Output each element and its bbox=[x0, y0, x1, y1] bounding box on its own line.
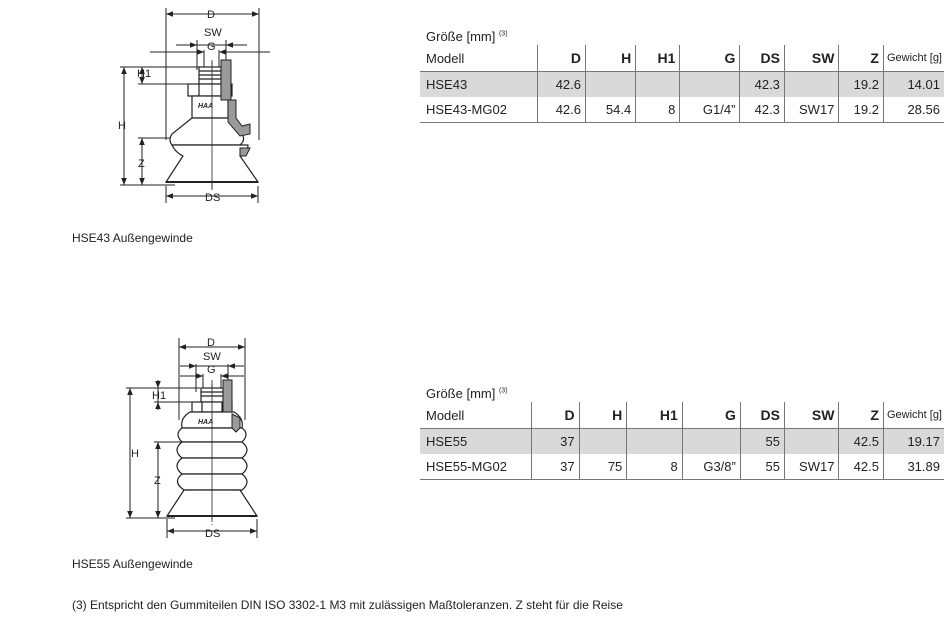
table-header-row bbox=[420, 402, 944, 429]
cell-model: HSE43 bbox=[420, 72, 537, 98]
col-ds: DS bbox=[740, 45, 784, 72]
cell-z: 42.5 bbox=[839, 429, 884, 455]
dim-label-g: G bbox=[207, 364, 216, 376]
size-label-cell bbox=[420, 381, 944, 402]
cell-g: G1/4” bbox=[680, 97, 740, 123]
col-sw: SW bbox=[784, 45, 839, 72]
cell-gewicht: 31.89 bbox=[883, 454, 944, 480]
table-row bbox=[420, 97, 944, 123]
cell-h1 bbox=[627, 429, 682, 455]
col-sw: SW bbox=[785, 402, 839, 429]
cell-h bbox=[586, 72, 636, 98]
brand-logo: HAA bbox=[198, 103, 214, 110]
cell-g bbox=[680, 72, 740, 98]
col-g: G bbox=[682, 402, 740, 429]
dim-label-d: D bbox=[207, 337, 215, 349]
cell-d: 42.6 bbox=[537, 97, 585, 123]
cell-sw bbox=[785, 429, 839, 455]
dim-label-z: Z bbox=[154, 475, 161, 487]
col-h: H bbox=[579, 402, 627, 429]
dim-label-sw: SW bbox=[204, 27, 222, 39]
hse43-spec-table bbox=[420, 24, 944, 123]
col-gewicht: Gewicht [g] bbox=[883, 402, 944, 429]
table-row bbox=[420, 429, 944, 455]
size-note: (3) bbox=[498, 30, 508, 38]
dim-label-g: G bbox=[207, 41, 216, 53]
cell-sw bbox=[784, 72, 839, 98]
col-d: D bbox=[531, 402, 579, 429]
dim-label-h: H bbox=[118, 120, 126, 132]
hse55-caption: HSE55 Außengewinde bbox=[72, 557, 193, 571]
dim-label-z: Z bbox=[138, 158, 145, 170]
dim-label-h1: H1 bbox=[152, 390, 167, 402]
col-h1: H1 bbox=[627, 402, 682, 429]
cell-model: HSE55 bbox=[420, 429, 531, 455]
brand-logo: HAA bbox=[198, 419, 214, 426]
hse55-technical-drawing bbox=[110, 330, 280, 545]
col-d: D bbox=[537, 45, 585, 72]
col-g: G bbox=[680, 45, 740, 72]
table-row bbox=[420, 72, 944, 98]
cell-ds: 55 bbox=[740, 454, 784, 480]
cell-gewicht: 14.01 bbox=[883, 72, 944, 98]
dim-label-h: H bbox=[131, 448, 139, 460]
col-h: H bbox=[586, 45, 636, 72]
cell-sw: SW17 bbox=[785, 454, 839, 480]
cell-model: HSE55-MG02 bbox=[420, 454, 531, 480]
col-modell: Modell bbox=[426, 50, 465, 66]
cell-z: 42.5 bbox=[839, 454, 884, 480]
cell-sw: SW17 bbox=[784, 97, 839, 123]
cell-d: 37 bbox=[531, 429, 579, 455]
cell-model: HSE43-MG02 bbox=[420, 97, 537, 123]
col-h1: H1 bbox=[636, 45, 680, 72]
cell-g bbox=[682, 429, 740, 455]
footnote: (3) Entspricht den Gummiteilen DIN ISO 3302-1 M3 mit zulässigen Maßtoleranzen. Z steht für die Reise bbox=[72, 598, 623, 612]
cell-gewicht: 28.56 bbox=[883, 97, 944, 123]
size-label-cell bbox=[420, 24, 944, 45]
dim-label-h1: H1 bbox=[137, 68, 152, 80]
cell-d: 37 bbox=[531, 454, 579, 480]
cell-h1: 8 bbox=[627, 454, 682, 480]
cell-ds: 55 bbox=[740, 429, 784, 455]
col-gewicht: Gewicht [g] bbox=[883, 45, 944, 72]
size-label: Größe [mm] bbox=[426, 29, 496, 44]
cell-h1: 8 bbox=[636, 97, 680, 123]
cell-d: 42.6 bbox=[537, 72, 585, 98]
cell-h: 54.4 bbox=[586, 97, 636, 123]
hse55-spec-table bbox=[420, 381, 944, 480]
hse43-technical-drawing bbox=[100, 0, 300, 215]
cell-h bbox=[579, 429, 627, 455]
cell-h1 bbox=[636, 72, 680, 98]
cell-z: 19.2 bbox=[839, 97, 884, 123]
col-ds: DS bbox=[740, 402, 784, 429]
col-modell: Modell bbox=[426, 407, 465, 423]
cell-g: G3/8” bbox=[682, 454, 740, 480]
cell-ds: 42.3 bbox=[740, 72, 784, 98]
cell-h: 75 bbox=[579, 454, 627, 480]
col-z: Z bbox=[839, 45, 884, 72]
hse43-caption: HSE43 Außengewinde bbox=[72, 231, 193, 245]
cell-z: 19.2 bbox=[839, 72, 884, 98]
table-row bbox=[420, 454, 944, 480]
cell-gewicht: 19.17 bbox=[883, 429, 944, 455]
col-z: Z bbox=[839, 402, 884, 429]
dim-label-ds: DS bbox=[205, 192, 221, 204]
size-note: (3) bbox=[498, 387, 508, 395]
dim-label-sw: SW bbox=[203, 351, 221, 363]
dim-label-d: D bbox=[207, 9, 215, 21]
table-header-row bbox=[420, 45, 944, 72]
dim-label-ds: DS bbox=[205, 528, 221, 540]
size-label: Größe [mm] bbox=[426, 386, 496, 401]
cell-ds: 42.3 bbox=[740, 97, 784, 123]
